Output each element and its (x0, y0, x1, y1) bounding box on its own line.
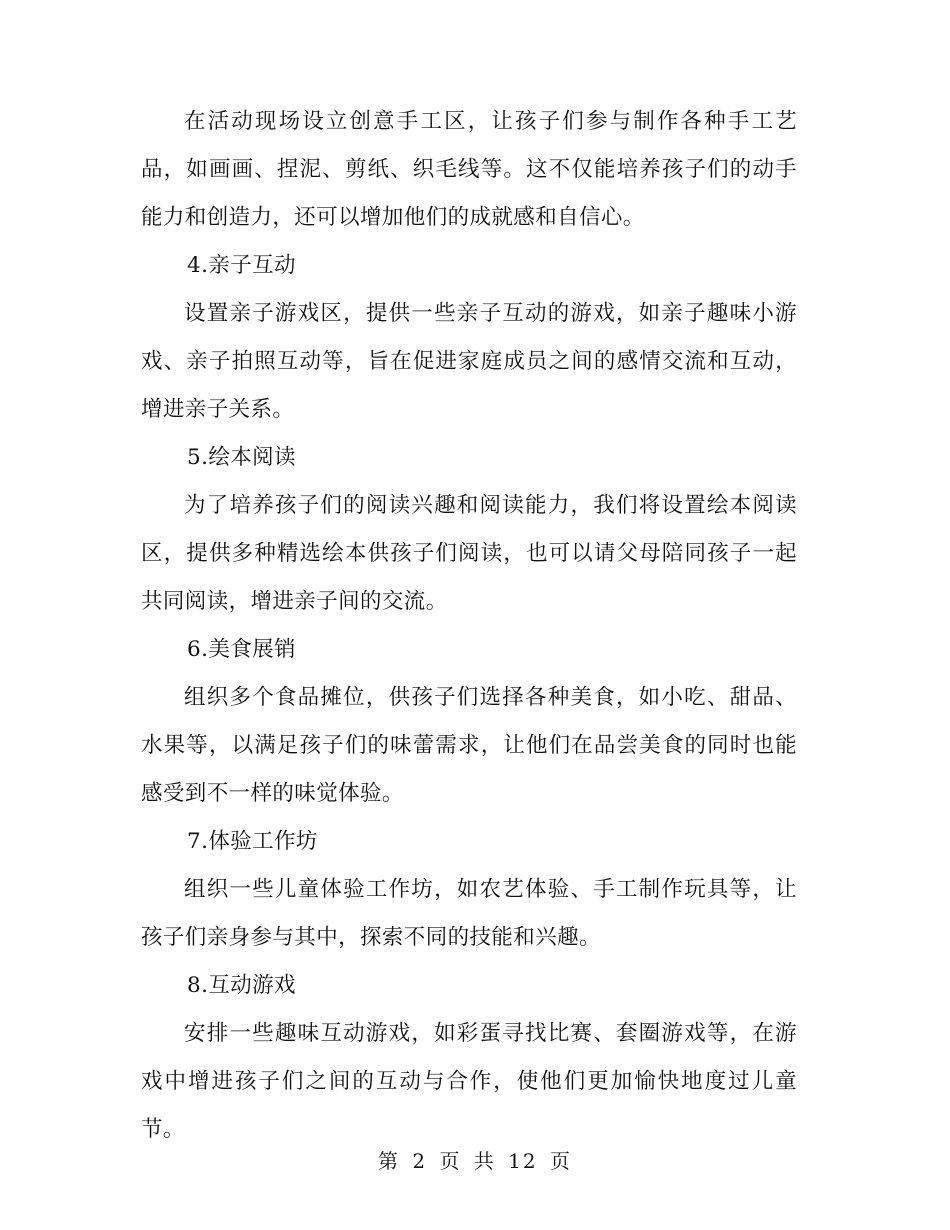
heading-workshop: 7.体验工作坊 (187, 829, 318, 854)
page-content (141, 98, 797, 1154)
paragraph-picture-book: 为了培养孩子们的阅读兴趣和阅读能力，我们将设置绘本阅读区，提供多种精选绘本供孩子们阅读，也可以请父母陪同孩子一起共同阅读，增进亲子间的交流。 (141, 493, 797, 614)
page-footer: 第 2 页 共 12 页 (378, 1149, 572, 1173)
heading-picture-book: 5.绘本阅读 (187, 445, 296, 470)
paragraph-handcraft: 在活动现场设立创意手工区，让孩子们参与制作各种手工艺品，如画画、捏泥、剪纸、织毛线等。这不仅能培养孩子们的动手能力和创造力，还可以增加他们的成就感和自信心。 (141, 109, 797, 230)
paragraph-interactive-games: 安排一些趣味互动游戏，如彩蛋寻找比赛、套圈游戏等，在游戏中增进孩子们之间的互动与合作，使他们更加愉快地度过儿童节。 (141, 1021, 797, 1142)
heading-food-fair: 6.美食展销 (187, 637, 296, 662)
paragraph-parent-child: 设置亲子游戏区，提供一些亲子互动的游戏，如亲子趣味小游戏、亲子拍照互动等，旨在促进家庭成员之间的感情交流和互动，增进亲子关系。 (141, 301, 797, 422)
paragraph-food-fair: 组织多个食品摊位，供孩子们选择各种美食，如小吃、甜品、水果等，以满足孩子们的味蕾需求，让他们在品尝美食的同时也能感受到不一样的味觉体验。 (141, 685, 797, 806)
heading-interactive-games: 8.互动游戏 (187, 973, 296, 998)
heading-parent-child: 4.亲子互动 (187, 253, 296, 278)
paragraph-workshop: 组织一些儿童体验工作坊，如农艺体验、手工制作玩具等，让孩子们亲身参与其中，探索不同的技能和兴趣。 (141, 877, 797, 950)
